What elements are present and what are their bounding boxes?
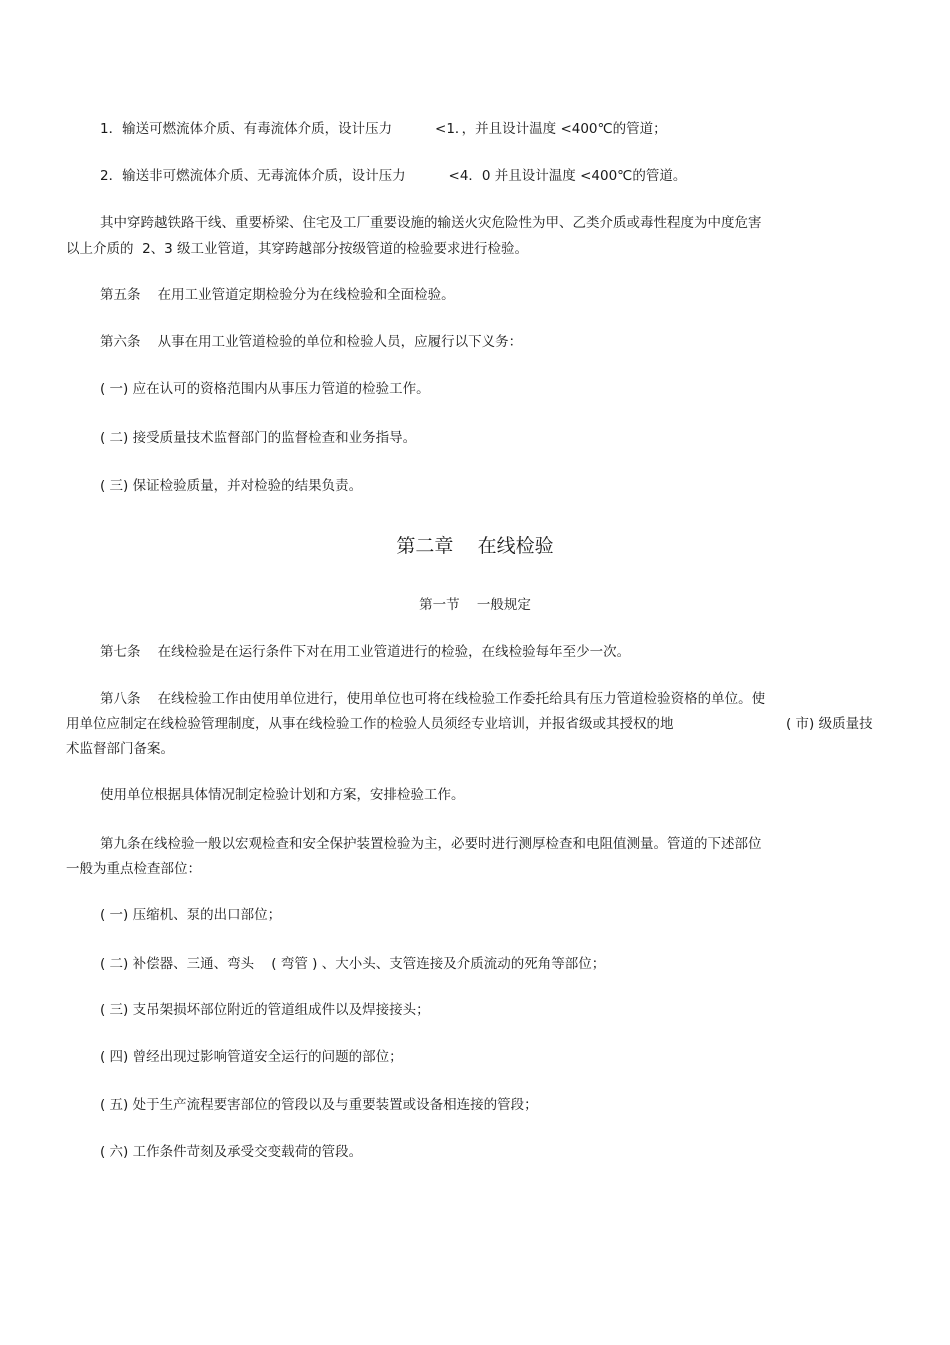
paragraph-crossing-line-2: 以上介质的 2、3 级工业管道，其穿跨越部分按级管道的检验要求进行检验。 — [66, 241, 529, 257]
part-2: ( 二) 补偿器、三通、弯头 ( 弯管 ) 、大小头、支管连接及介质流动的死角等部位； — [100, 956, 606, 972]
article-8-line-1: 第八条 在线检验工作由使用单位进行，使用单位也可将在线检验工作委托给具有压力管道检验资格的单位。使 — [100, 691, 766, 707]
paragraph-crossing-line-1: 其中穿跨越铁路干线、重要桥梁、住宅及工厂重要设施的输送火灾危险性为甲、乙类介质或毒性程度为中度危害 — [100, 215, 762, 231]
duty-3: ( 三) 保证检验质量，并对检验的结果负责。 — [100, 478, 363, 494]
article-9-line-1: 第九条在线检验一般以宏观检查和安全保护装置检验为主，必要时进行测厚检查和电阻值测量。管道的下述部位 — [100, 836, 762, 852]
section-title: 第一节 一般规定 — [419, 597, 531, 613]
part-5: ( 五) 处于生产流程要害部位的管段以及与重要装置或设备相连接的管段； — [100, 1097, 538, 1113]
item-2-text: 2．输送非可燃流体介质、无毒流体介质，设计压力 <4．0 并且设计温度 <400℃的管道。 — [100, 168, 687, 184]
article-5: 第五条 在用工业管道定期检验分为在线检验和全面检验。 — [100, 287, 455, 303]
article-8-line-2-end: ( 市) 级质量技 — [786, 716, 873, 732]
part-4: ( 四) 曾经出现过影响管道安全运行的问题的部位； — [100, 1049, 403, 1065]
article-6: 第六条 从事在用工业管道检验的单位和检验人员，应履行以下义务： — [100, 334, 523, 350]
item-1-text: 1．输送可燃流体介质、有毒流体介质，设计压力 <1．，并且设计温度 <400℃的管道； — [100, 121, 667, 137]
part-6: ( 六) 工作条件苛刻及承受交变载荷的管段。 — [100, 1144, 363, 1160]
article-7: 第七条 在线检验是在运行条件下对在用工业管道进行的检验，在线检验每年至少一次。 — [100, 644, 631, 660]
plan-paragraph: 使用单位根据具体情况制定检验计划和方案，安排检验工作。 — [100, 787, 465, 803]
article-9-line-2: 一般为重点检查部位： — [66, 861, 201, 877]
duty-1: ( 一) 应在认可的资格范围内从事压力管道的检验工作。 — [100, 381, 430, 397]
chapter-title: 第二章 在线检验 — [396, 535, 554, 557]
article-8-line-3: 术监督部门备案。 — [66, 741, 174, 757]
part-1: ( 一) 压缩机、泵的出口部位； — [100, 907, 282, 923]
part-3: ( 三) 支吊架损坏部位附近的管道组成件以及焊接接头； — [100, 1002, 430, 1018]
article-8-line-2: 用单位应制定在线检验管理制度，从事在线检验工作的检验人员须经专业培训，并报省级或其授权的地 — [66, 716, 674, 732]
duty-2: ( 二) 接受质量技术监督部门的监督检查和业务指导。 — [100, 430, 417, 446]
